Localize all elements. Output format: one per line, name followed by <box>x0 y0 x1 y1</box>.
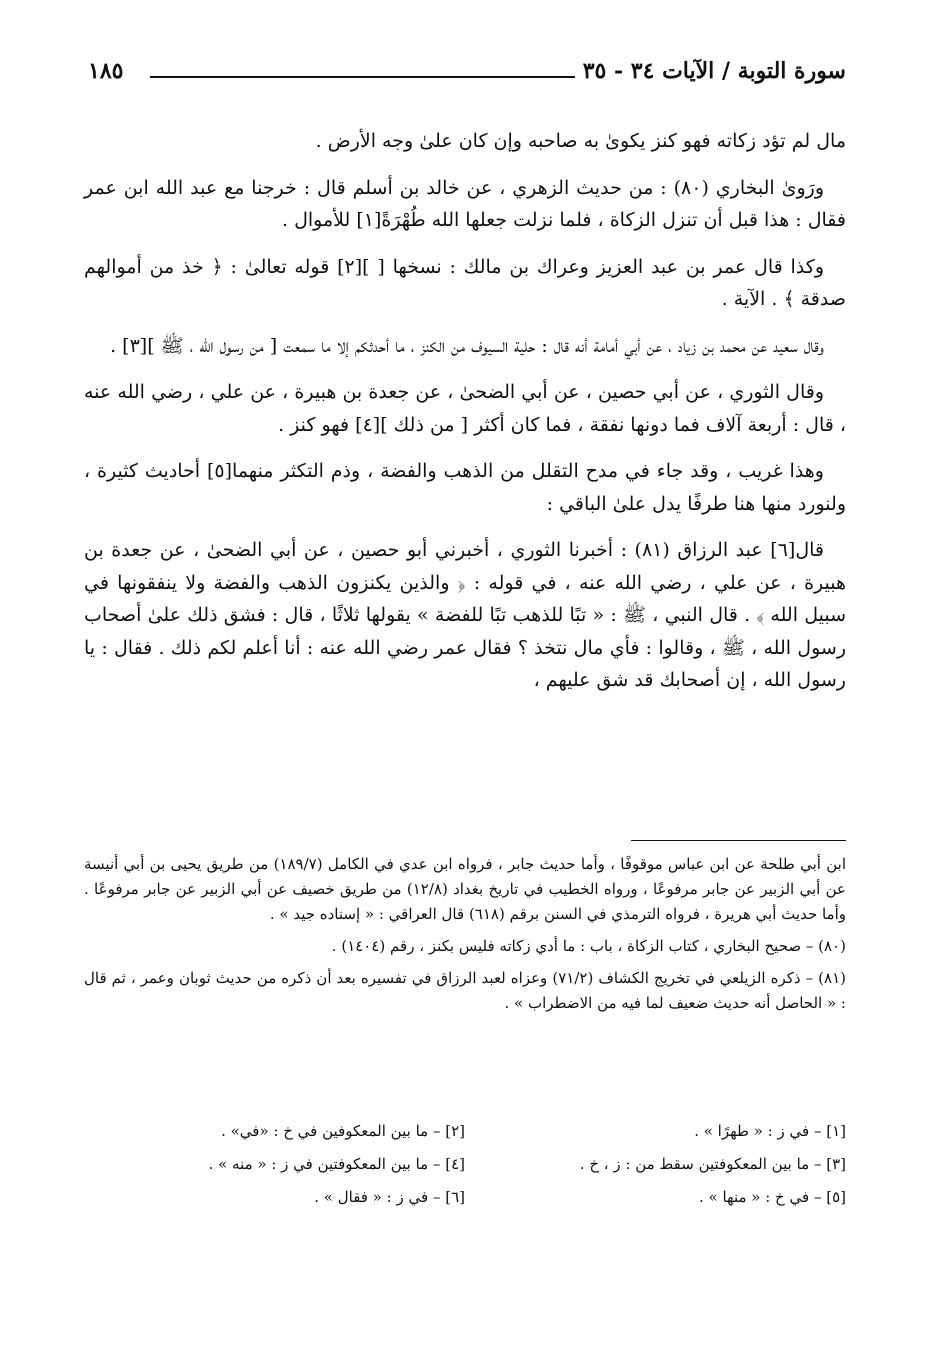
variant-row <box>84 1181 846 1214</box>
variant-note: [٦] – في ز : « فقال » . <box>314 1188 465 1206</box>
running-title: سورة التوبة / الآيات ٣٤ - ٣٥ <box>582 58 846 84</box>
variant-note: [١] – في ز : « طهرًا » . <box>694 1122 846 1140</box>
footnote: (٨٠) – صحيح البخاري ، كتاب الزكاة ، باب : ما أدي زكاته فليس بكنز ، رقم (١٤٠٤) . <box>331 937 846 955</box>
paragraph: وكذا قال عمر بن عبد العزيز وعراك بن مالك : نسخها [ ][٢] قوله تعالىٰ : ﴿ خذ من أموالهم صدقة ﴾ . الآية . <box>84 255 846 310</box>
variant-row <box>84 1148 846 1181</box>
variant-note: [٢] – ما بين المعكوفين في خ : «في» . <box>221 1122 465 1140</box>
paragraph: مال لم تؤد زكاته فهو كنز يكوىٰ به صاحبه وإن كان علىٰ وجه الأرض . <box>315 130 846 152</box>
paragraph: وهذا غريب ، وقد جاء في مدح التقلل من الذهب والفضة ، وذم التكثر منهما[٥] أحاديث كثيرة ، ولنورد منها هنا طرفًا يدل علىٰ الباقي : <box>84 460 846 515</box>
variant-row <box>84 1115 846 1148</box>
main-text <box>84 125 846 711</box>
footnotes <box>84 852 846 1023</box>
page-number: ١٨٥ <box>88 58 124 84</box>
paragraph: قال[٦] عبد الرزاق (٨١) : أخبرنا الثوري ، أخبرني أبو حصين ، عن أبي الضحىٰ ، عن جعدة بن هبيرة ، عن علي ، رضي الله عنه ، في قوله : ﴿ والذين يكنزون الذهب والفضة ولا ينفقونها في سبيل الله ﴾ . قال النبي ، ﷺ : « تبًا للذهب تبًا للفضة » يقولها ثلاثًا ، قال : فشق ذلك علىٰ أصحاب رسول الله ، ﷺ ، وقالوا : فأي مال نتخذ ؟ فقال عمر رضي الله عنه : أنا أعلم لكم ذلك . فقال : يا رسول الله ، إن أصحابك قد شق عليهم ، <box>84 539 846 691</box>
manuscript-variants <box>84 1115 846 1214</box>
variant-note: [٣] – ما بين المعكوفتين سقط من : ز ، خ . <box>579 1155 846 1173</box>
paragraph: وقال سعيد عن محمد بن زياد ، عن أبي أمامة أنه قال : حلية السيوف من الكنز ، ما أحدثكم إلا ما سمعت [ من رسول الله ، ﷺ ][٣] . <box>110 334 824 357</box>
variant-note: [٥] – في خ : « منها » . <box>699 1188 846 1206</box>
paragraph: ورَوىٰ البخاري (٨٠) : من حديث الزهري ، عن خالد بن أسلم قال : خرجنا مع عبد الله ابن عمر فقال : هذا قبل أن تنزل الزكاة ، فلما نزلت جعلها الله طُهْرَةً[١] للأموال . <box>84 176 846 231</box>
page-header <box>80 58 846 98</box>
paragraph: وقال الثوري ، عن أبي حصين ، عن أبي الضحىٰ ، عن جعدة بن هبيرة ، عن علي ، رضي الله عنه ، قال : أربعة آلاف فما دونها نفقة ، فما كان أكثر [ من ذلك ][٤] فهو كنز . <box>84 381 846 436</box>
footnote: ابن أبي طلحة عن ابن عباس موقوفًا ، وأما حديث جابر ، فرواه ابن عدي في الكامل (١٨٩/٧) من طريق يحيى بن أبي أنيسة عن أبي الزبير عن جابر مرفوعًا ، ورواه الخطيب في تاريخ بغداد (١٢/٨) من طريق خصيف عن أبي الزبير عن جابر مرفوعًا . وأما حديث أبي هريرة ، فرواه الترمذي في السنن برقم (٦١٨) قال العراقي : « إسناده جيد » . <box>84 855 846 923</box>
header-rule <box>150 76 575 78</box>
footnote: (٨١) – ذكره الزيلعي في تخريج الكشاف (٧١/٢) وعزاه لعبد الرزاق في تفسيره بعد أن ذكره من حديث ثوبان وعمر ، ثم قال : « الحاصل أنه حديث ضعيف لما فيه من الاضطراب » . <box>84 969 846 1012</box>
variant-note: [٤] – ما بين المعكوفتين في ز : « منه » . <box>208 1155 465 1173</box>
footnote-rule <box>631 840 846 841</box>
